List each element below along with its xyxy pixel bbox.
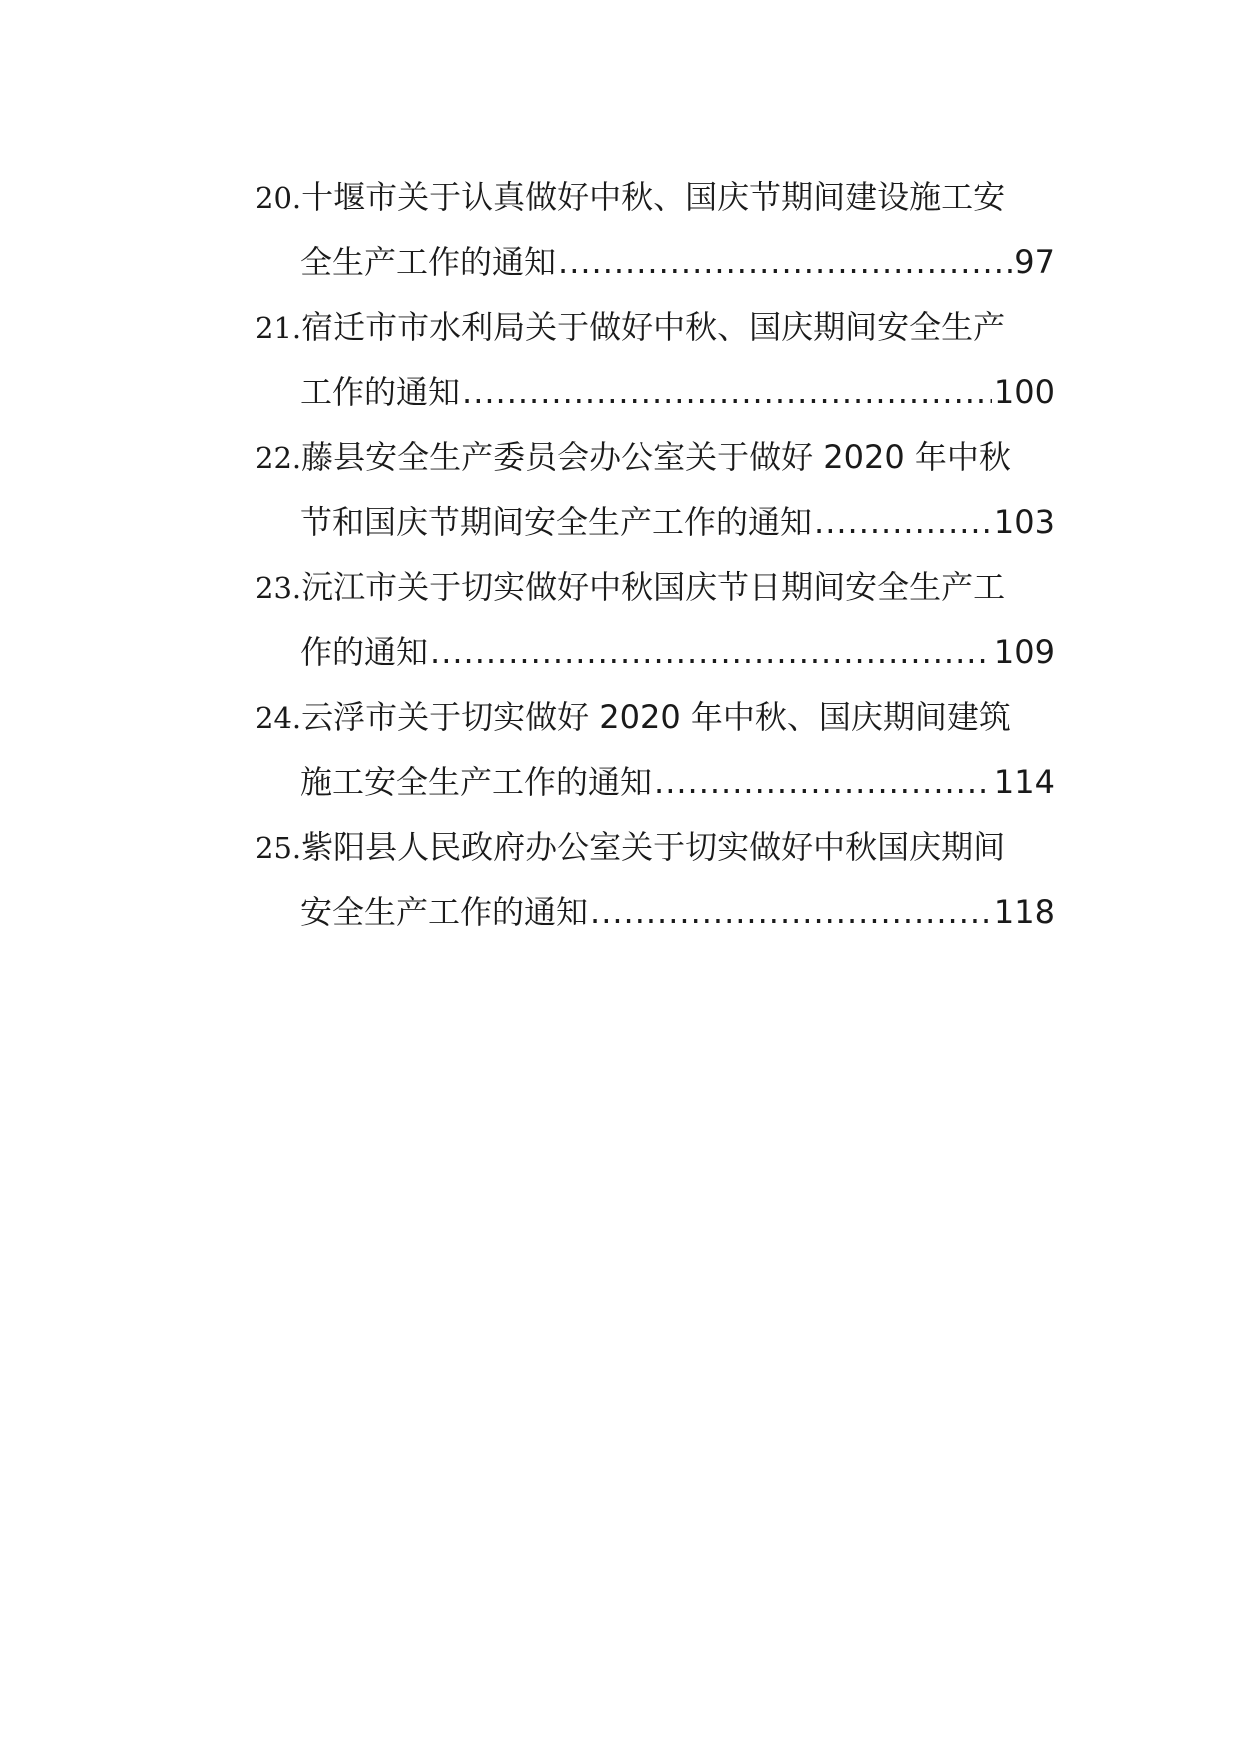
toc-entry-25[interactable] [255, 815, 1055, 945]
toc-entry-title-line1: 云浮市关于切实做好 2020 年中秋、国庆期间建筑 [301, 698, 1011, 736]
toc-entry-page-number: 109 [993, 633, 1055, 671]
toc-entry-page-number: 114 [993, 763, 1055, 801]
toc-entry-24[interactable] [255, 685, 1055, 815]
toc-entry-23[interactable] [255, 555, 1055, 685]
toc-entry-number: 25. [255, 831, 302, 865]
dot-leader [558, 230, 1012, 295]
toc-entry-number: 23. [255, 571, 302, 605]
toc-entry-title-line2: 作的通知 [300, 633, 429, 671]
toc-entry-page-number: 97 [1014, 243, 1055, 281]
toc-entry-title-line2: 全生产工作的通知 [300, 243, 557, 281]
dot-leader [654, 750, 992, 815]
toc-entry-title-line1: 宿迁市市水利局关于做好中秋、国庆期间安全生产 [301, 308, 1006, 346]
toc-entry-number: 21. [255, 311, 302, 345]
toc-entry-20[interactable] [255, 165, 1055, 295]
toc-entry-title-line2: 工作的通知 [300, 373, 461, 411]
toc-entry-title-line1: 十堰市关于认真做好中秋、国庆节期间建设施工安 [301, 178, 1006, 216]
toc-entry-page-number: 100 [993, 373, 1055, 411]
dot-leader [462, 360, 992, 425]
dot-leader [430, 620, 992, 685]
toc-entry-page-number: 118 [993, 893, 1055, 931]
dot-leader [814, 490, 992, 555]
toc-entry-title-line1: 藤县安全生产委员会办公室关于做好 2020 年中秋 [301, 438, 1011, 476]
table-of-contents [255, 165, 1055, 945]
toc-entry-number: 20. [255, 181, 302, 215]
toc-entry-number: 24. [255, 701, 302, 735]
toc-entry-21[interactable] [255, 295, 1055, 425]
toc-entry-title-line1: 紫阳县人民政府办公室关于切实做好中秋国庆期间 [301, 828, 1006, 866]
toc-entry-title-line2: 节和国庆节期间安全生产工作的通知 [300, 503, 813, 541]
toc-entry-title-line2: 施工安全生产工作的通知 [300, 763, 653, 801]
dot-leader [590, 880, 992, 945]
toc-entry-title-line2: 安全生产工作的通知 [300, 893, 589, 931]
toc-entry-22[interactable] [255, 425, 1055, 555]
toc-entry-title-line1: 沅江市关于切实做好中秋国庆节日期间安全生产工 [301, 568, 1006, 606]
toc-entry-number: 22. [255, 441, 302, 475]
toc-entry-page-number: 103 [993, 503, 1055, 541]
